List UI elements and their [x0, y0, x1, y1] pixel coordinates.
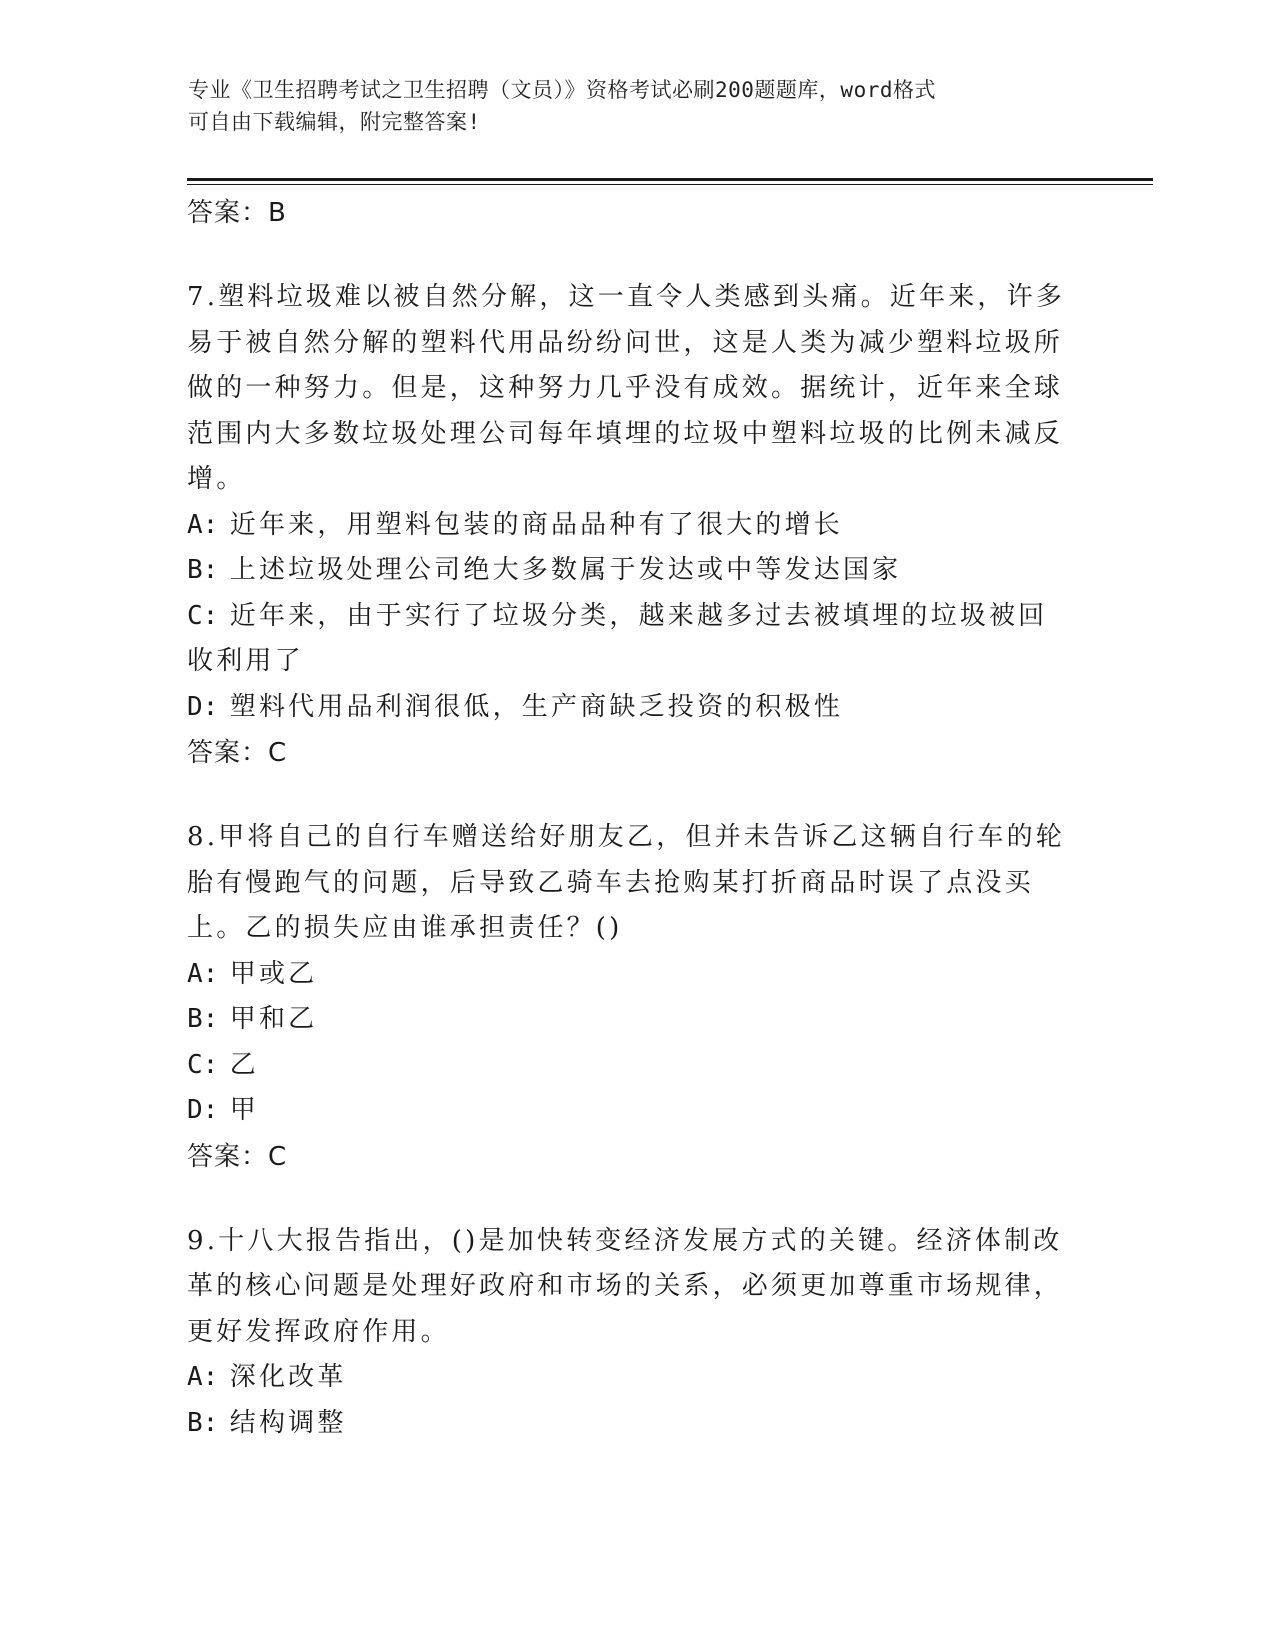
option-d [187, 1088, 1067, 1134]
option-text: 甲或乙 [229, 958, 318, 989]
document-body [187, 190, 1067, 1446]
question-8 [187, 815, 1067, 1180]
option-text: 深化改革 [229, 1362, 347, 1392]
option-key: B: [187, 1407, 219, 1438]
option-key: A: [187, 1362, 219, 1392]
question-9 [187, 1219, 1067, 1447]
option-text: 近年来，用塑料包装的商品品种有了很大的增长 [229, 509, 843, 540]
header-line-1: 专业《卫生招聘考试之卫生招聘（文员）》资格考试必刷200题题库，word格式 [188, 78, 936, 102]
option-text: 甲和乙 [229, 1004, 318, 1034]
option-text: 结构调整 [229, 1407, 347, 1438]
option-b [187, 1401, 1067, 1447]
option-a [187, 952, 1067, 998]
option-text: 上述垃圾处理公司绝大多数属于发达或中等发达国家 [229, 555, 902, 585]
option-a [187, 503, 1067, 549]
option-key: B: [187, 555, 219, 585]
option-d [187, 685, 1067, 731]
question-stem: 9.十八大报告指出，()是加快转变经济发展方式的关键。经济体制改革的核心问题是处理好政府和市场的关系，必须更加尊重市场规律，更好发挥政府作用。 [187, 1225, 1064, 1347]
option-key: B: [187, 1004, 219, 1034]
document-header [188, 74, 1068, 138]
option-c [187, 1043, 1067, 1089]
option-text: 近年来，由于实行了垃圾分类，越来越多过去被填埋的垃圾被回收利用了 [187, 600, 1048, 676]
option-key: C: [187, 600, 219, 631]
header-rule-thin [187, 184, 1153, 185]
option-key: D: [187, 691, 219, 722]
question-stem: 7.塑料垃圾难以被自然分解，这一直令人类感到头痛。近年来，许多易于被自然分解的塑料代用品纷纷问世，这是人类为减少塑料垃圾所做的一种努力。但是，这种努力几乎没有成效。据统计，近年来全球范围内大多数垃圾处理公司每年填埋的垃圾中塑料垃圾的比例未减反增。 [187, 282, 1066, 494]
option-c [187, 594, 1067, 685]
option-b [187, 548, 1067, 594]
header-line-2: 可自由下载编辑，附完整答案! [188, 110, 481, 134]
option-key: D: [187, 1095, 219, 1125]
answer-line: 答案：C [187, 1141, 288, 1172]
option-text: 乙 [229, 1049, 259, 1080]
question-stem: 8.甲将自己的自行车赠送给好朋友乙，但并未告诉乙这辆自行车的轮胎有慢跑气的问题，后导致乙骑车去抢购某打折商品时误了点没买上。乙的损失应由谁承担责任？() [187, 822, 1066, 943]
option-text: 甲 [229, 1095, 259, 1125]
option-key: C: [187, 1049, 219, 1080]
option-key: A: [187, 958, 219, 989]
option-text: 塑料代用品利润很低，生产商缺乏投资的积极性 [229, 691, 843, 722]
answer-line: 答案：B [187, 198, 287, 228]
option-key: A: [187, 509, 219, 540]
answer-line: 答案：C [187, 738, 288, 768]
option-a [187, 1355, 1067, 1401]
question-7 [187, 275, 1067, 776]
header-rule-thick [187, 178, 1153, 181]
option-b [187, 997, 1067, 1043]
